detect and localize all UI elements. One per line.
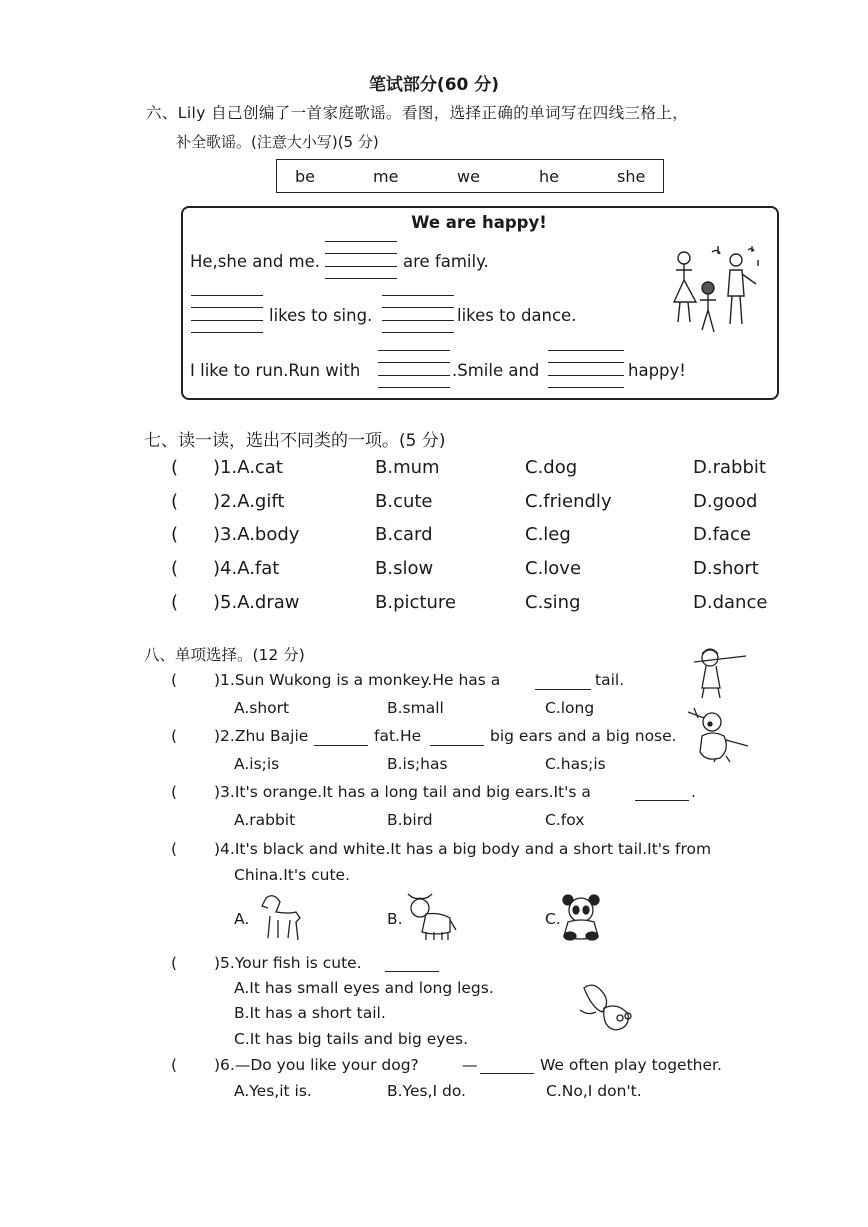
answer-blank[interactable]: [548, 387, 624, 388]
four-line-grid: [548, 350, 624, 351]
answer-paren[interactable]: (: [171, 671, 178, 689]
question-8-3-end: .: [691, 783, 696, 801]
option-c[interactable]: C.has;is: [545, 755, 606, 773]
option-d[interactable]: D.rabbit: [693, 457, 766, 478]
answer-paren[interactable]: (: [171, 524, 179, 546]
option-a[interactable]: A.Yes,it is.: [234, 1082, 312, 1100]
answer-blank[interactable]: [314, 745, 368, 746]
option-c[interactable]: C.friendly: [525, 490, 612, 512]
section6-heading-line2: 补全歌谣。(注意大小写)(5 分): [176, 133, 379, 151]
word-bank: [276, 159, 664, 193]
question-8-2-mid: fat.He: [374, 727, 422, 745]
option-b[interactable]: B.small: [387, 699, 444, 717]
answer-paren[interactable]: (: [171, 558, 179, 580]
question-8-5: )5.Your fish is cute.: [214, 954, 362, 972]
answer-paren[interactable]: (: [171, 954, 178, 972]
zhu-bajie-illustration: [686, 706, 754, 764]
four-line-grid: [191, 295, 263, 296]
four-line-grid: [325, 253, 397, 254]
answer-paren[interactable]: (: [171, 490, 179, 512]
section7-heading: 七、读一读，选出不同类的一项。(5 分): [144, 431, 446, 451]
answer-blank[interactable]: [325, 278, 397, 279]
option-b[interactable]: B.Yes,I do.: [387, 1082, 466, 1100]
song-line2-b: likes to dance.: [457, 306, 577, 325]
answer-paren[interactable]: (: [171, 840, 178, 858]
question-8-2: )2.Zhu Bajie: [214, 727, 309, 745]
answer-blank[interactable]: [480, 1073, 534, 1074]
section8-heading: 八、单项选择。(12 分): [144, 646, 305, 664]
option-c[interactable]: C.: [545, 910, 561, 928]
four-line-grid: [382, 307, 454, 308]
song-title: We are happy!: [411, 213, 547, 232]
four-line-grid: [191, 307, 263, 308]
option-a[interactable]: )3.A.body: [213, 524, 300, 546]
option-b[interactable]: B.slow: [375, 558, 434, 580]
word-bank-item: we: [457, 167, 480, 186]
song-line3-mid: .Smile and: [452, 361, 540, 380]
four-line-grid: [325, 266, 397, 267]
four-line-grid: [191, 320, 263, 321]
option-c[interactable]: C.leg: [525, 524, 571, 546]
answer-paren[interactable]: (: [171, 591, 179, 613]
horse-icon: [256, 890, 306, 944]
answer-blank[interactable]: [378, 387, 450, 388]
option-b[interactable]: B.card: [375, 524, 433, 546]
option-c[interactable]: C.long: [545, 699, 595, 717]
option-b[interactable]: B.: [387, 910, 403, 928]
four-line-grid: [325, 241, 397, 242]
option-d[interactable]: D.face: [693, 524, 751, 546]
option-a[interactable]: A.is;is: [234, 755, 280, 773]
question-8-3: )3.It's orange.It has a long tail and big ears.It's a: [214, 783, 591, 801]
question-8-6: )6.—Do you like your dog?: [214, 1056, 419, 1074]
option-b[interactable]: B.bird: [387, 811, 433, 829]
option-c[interactable]: C.It has big tails and big eyes.: [234, 1030, 468, 1048]
option-b[interactable]: B.It has a short tail.: [234, 1004, 386, 1022]
dialogue-dash: —: [462, 1056, 478, 1074]
option-d[interactable]: D.short: [693, 558, 759, 580]
goldfish-icon: [578, 980, 640, 1038]
option-c[interactable]: C.love: [525, 558, 582, 580]
question-8-2-end: big ears and a big nose.: [490, 727, 677, 745]
song-line3-suffix: happy!: [628, 361, 686, 380]
option-b[interactable]: B.mum: [375, 457, 440, 478]
song-line1-prefix: He,she and me.: [190, 252, 321, 271]
option-a[interactable]: )1.A.cat: [213, 457, 283, 478]
four-line-grid: [378, 362, 450, 363]
four-line-grid: [548, 375, 624, 376]
four-line-grid: [548, 362, 624, 363]
question-8-1-end: tail.: [595, 671, 625, 689]
cow-icon: [402, 888, 460, 944]
answer-blank[interactable]: [535, 689, 591, 690]
answer-blank[interactable]: [635, 800, 689, 801]
option-b[interactable]: B.picture: [375, 591, 456, 613]
family-singing-illustration: [660, 240, 770, 340]
four-line-grid: [382, 320, 454, 321]
word-bank-item: be: [295, 167, 315, 186]
four-line-grid: [382, 295, 454, 296]
word-bank-item: he: [539, 167, 559, 186]
option-c[interactable]: C.dog: [525, 457, 578, 478]
option-a[interactable]: )2.A.gift: [213, 490, 285, 512]
answer-paren[interactable]: (: [171, 1056, 178, 1074]
four-line-grid: [378, 375, 450, 376]
answer-paren[interactable]: (: [171, 457, 179, 478]
question-8-4-line2: China.It's cute.: [234, 866, 351, 884]
answer-blank[interactable]: [382, 332, 454, 333]
panda-icon: [560, 892, 604, 942]
option-a[interactable]: A.rabbit: [234, 811, 296, 829]
song-line2-a: likes to sing.: [269, 306, 373, 325]
page-title: 笔试部分(60 分): [368, 75, 500, 95]
song-line3-prefix: I like to run.Run with: [190, 361, 361, 380]
question-8-6-end: We often play together.: [540, 1056, 722, 1074]
answer-blank[interactable]: [385, 971, 439, 972]
option-b[interactable]: B.is;has: [387, 755, 448, 773]
option-d[interactable]: D.dance: [693, 591, 768, 613]
option-c[interactable]: C.sing: [525, 591, 581, 613]
sun-wukong-illustration: [690, 644, 750, 700]
word-bank-item: she: [617, 167, 646, 186]
answer-blank[interactable]: [430, 745, 484, 746]
word-bank-item: me: [373, 167, 399, 186]
option-a[interactable]: A.short: [234, 699, 290, 717]
option-c[interactable]: C.fox: [545, 811, 585, 829]
option-c[interactable]: C.No,I don't.: [546, 1082, 642, 1100]
answer-paren[interactable]: (: [171, 783, 178, 801]
option-a[interactable]: )4.A.fat: [213, 558, 280, 580]
option-d[interactable]: D.good: [693, 490, 758, 512]
song-line1-suffix: are family.: [403, 252, 489, 271]
answer-paren[interactable]: (: [171, 727, 178, 745]
answer-blank[interactable]: [191, 332, 263, 333]
four-line-grid: [378, 350, 450, 351]
section6-heading-line1: 六、Lily 自己创编了一首家庭歌谣。看图，选择正确的单词写在四线三格上，: [146, 104, 689, 122]
option-a[interactable]: A.: [234, 910, 250, 928]
question-8-4-line1: )4.It's black and white.It has a big body and a short tail.It's from: [214, 840, 712, 858]
option-a[interactable]: A.It has small eyes and long legs.: [234, 979, 494, 997]
question-8-1: )1.Sun Wukong is a monkey.He has a: [214, 671, 501, 689]
option-a[interactable]: )5.A.draw: [213, 591, 300, 613]
option-b[interactable]: B.cute: [375, 490, 433, 512]
